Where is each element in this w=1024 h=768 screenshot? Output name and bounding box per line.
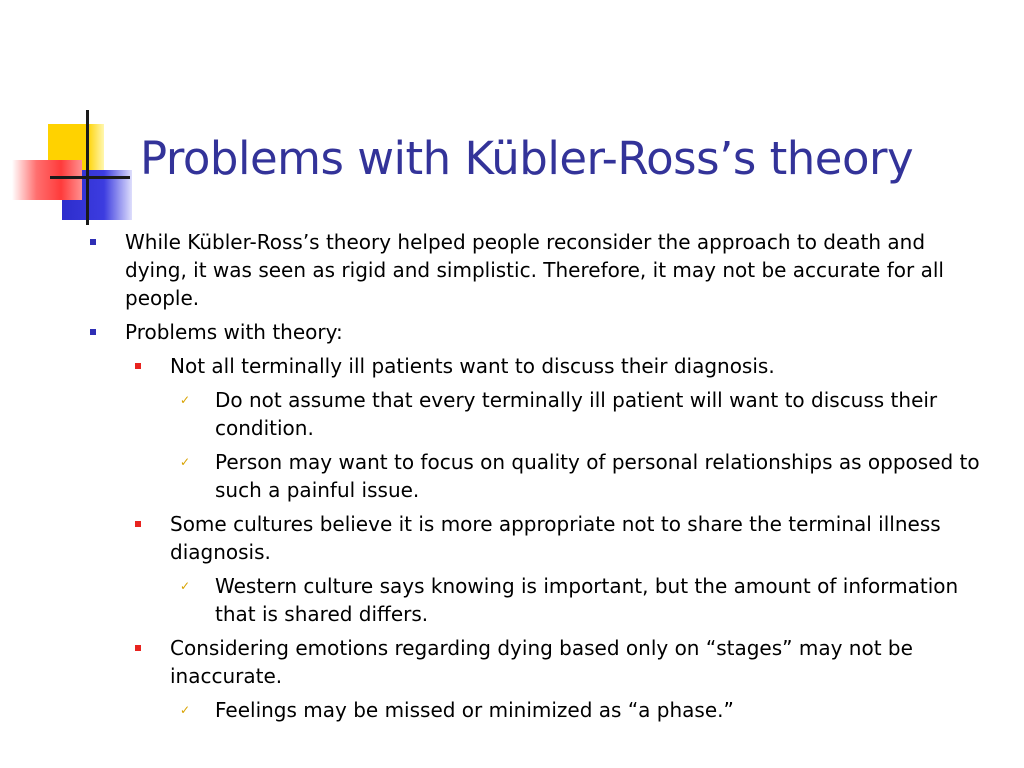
sub-bullet-item xyxy=(135,634,990,690)
sub-bullet-item xyxy=(135,510,990,566)
title-decoration-vertical-line xyxy=(86,110,89,225)
square-bullet-icon xyxy=(135,363,141,369)
sub-sub-bullet-text: Western culture says knowing is important, but the amount of information that is shared differs. xyxy=(215,574,959,626)
slide-title: Problems with Kübler-Ross’s theory xyxy=(140,132,914,185)
checkmark-icon: ✓ xyxy=(180,579,191,593)
sub-bullet-item xyxy=(135,352,990,380)
sub-sub-bullet-text: Feelings may be missed or minimized as “a phase.” xyxy=(215,698,734,722)
sub-sub-bullet-item xyxy=(180,386,990,442)
sub-sub-bullet-item xyxy=(180,448,990,504)
checkmark-icon: ✓ xyxy=(180,703,191,717)
bullet-text: While Kübler-Ross’s theory helped people reconsider the approach to death and dying, it was seen as rigid and simplistic. Therefore, it may not be accurate for all people. xyxy=(125,230,944,310)
title-decoration-red-block xyxy=(12,160,82,200)
sub-sub-bullet-text: Person may want to focus on quality of personal relationships as opposed to such a painful issue. xyxy=(215,450,980,502)
square-bullet-icon xyxy=(135,521,141,527)
square-bullet-icon xyxy=(90,329,96,335)
sub-sub-bullet-item xyxy=(180,696,990,724)
checkmark-icon: ✓ xyxy=(180,455,191,469)
slide-body xyxy=(90,228,990,730)
title-decoration-horizontal-line xyxy=(50,176,130,179)
bullet-item xyxy=(90,318,990,346)
checkmark-icon: ✓ xyxy=(180,393,191,407)
square-bullet-icon xyxy=(135,645,141,651)
sub-bullet-text: Considering emotions regarding dying based only on “stages” may not be inaccurate. xyxy=(170,636,913,688)
sub-bullet-text: Not all terminally ill patients want to discuss their diagnosis. xyxy=(170,354,775,378)
sub-sub-bullet-item xyxy=(180,572,990,628)
bullet-text: Problems with theory: xyxy=(125,320,343,344)
sub-bullet-text: Some cultures believe it is more appropriate not to share the terminal illness diagnosis. xyxy=(170,512,941,564)
square-bullet-icon xyxy=(90,239,96,245)
sub-sub-bullet-text: Do not assume that every terminally ill patient will want to discuss their condition. xyxy=(215,388,938,440)
bullet-item xyxy=(90,228,990,312)
